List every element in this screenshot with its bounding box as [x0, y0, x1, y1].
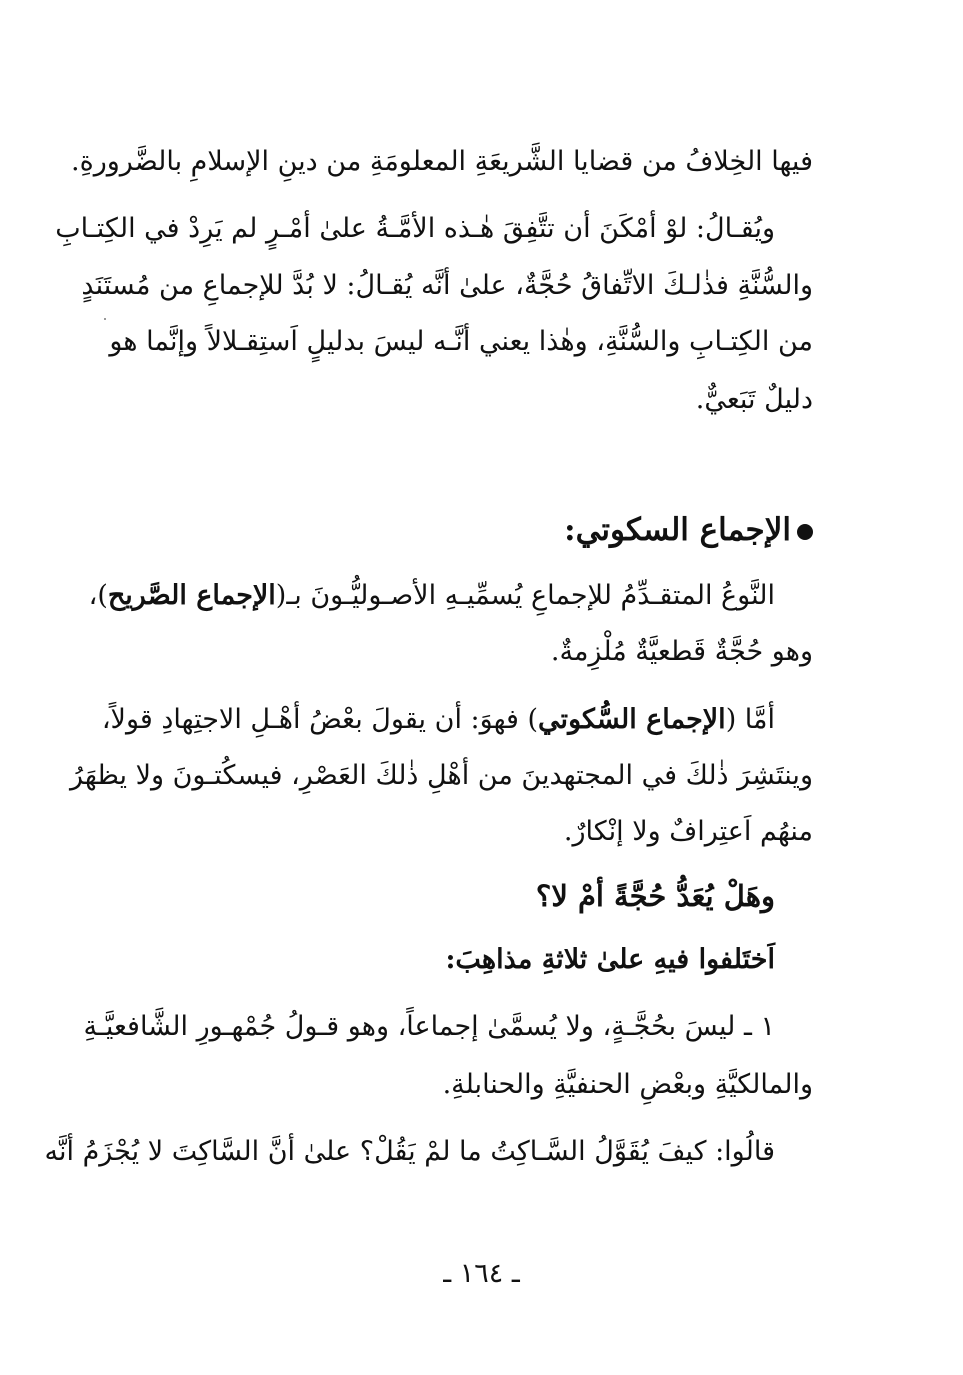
margin-mark: [104, 318, 106, 320]
paragraph2-line2: والسُّنَّةِ فذٰلـكَ الاتِّفاقُ حُجَّةٌ، علىٰ أنَّه يُقـالُ: لا بُدَّ للإجماعِ من مُستَنَدٍ: [81, 270, 813, 301]
paragraph3-line1-term: الإجماع الصَّريح: [107, 580, 276, 611]
paragraph3-line1-end: )،: [88, 580, 108, 611]
opinion1-line2: والمالكيَّةِ وبعْضِ الحنفيَّةِ والحنابلةِ.: [442, 1069, 813, 1100]
paragraph1-line1: فيها الخِلافُ من قضايا الشَّريعَةِ المعلومَةِ من دينِ الإسلامِ بالضَّرورةِ.: [71, 146, 813, 177]
section-heading-text: الإجماع السكوتي:: [564, 512, 791, 548]
paragraph2-line3: من الكِتـابِ والسُّنَّةِ، وهٰذا يعني أنَّـه ليسَ بدليلٍ اَستِقـلالاً وإنَّما هو: [109, 326, 813, 357]
paragraph4-line1: [101, 696, 775, 744]
paragraph3-line1: [88, 572, 775, 620]
bullet-icon: [797, 524, 813, 540]
paragraph2-line1: ويُقـالُ: لوْ أمْكَنَ أن تتَّفِقَ هٰـذه الأمَّـةُ علىٰ أمْـرٍ لم يَرِدْ في الكِتـابِ: [55, 213, 775, 244]
question-heading: وهَلْ يُعَدُّ حُجَّةً أمْ لا؟: [535, 879, 775, 913]
paragraph3-line2: وهو حُجَّةٌ قَطعيَّةٌ مُلْزِمةٌ.: [550, 636, 813, 667]
paragraph4-line2: وينتَشِرَ ذٰلكَ في المجتهدينَ من أهْلِ ذٰلكَ العَصْرِ، فيسكُتـونَ ولا يظهَرُ: [70, 760, 813, 791]
page-number: ـ ١٦٤ ـ: [443, 1258, 520, 1289]
paragraph3-line1-text: النَّوعُ المتقـدِّمُ للإجماعِ يُسمِّيـهِ الأصـوليُّـونَ بـ(: [275, 580, 775, 611]
section-heading: [564, 500, 813, 560]
paragraph2-line4: دليلٌ تَبَعيٌّ.: [695, 384, 813, 415]
opinion1-line1: ١ ـ ليسَ بحُجَّـةٍ، ولا يُسمَّىٰ إجماعاً، وهو قـولُ جُمْهـورِ الشَّافعيَّـةِ: [83, 1011, 775, 1042]
paragraph4-line1-start: أمَّا (: [725, 704, 775, 735]
paragraph4-line1-text: ) فهوَ: أن يقولَ بعْضُ أهْـلِ الاجتِهادِ قولاً،: [101, 704, 539, 735]
opinions-intro: اَختَلفوا فيهِ علىٰ ثلاثةِ مذاهِبَ:: [445, 944, 775, 975]
paragraph4-line1-term: الإجماع السُّكوتي: [538, 704, 726, 735]
paragraph5-line1: قالُوا: كيفَ يُقَوَّلُ السَّـاكِتُ ما لمْ يَقُلْ؟ علىٰ أنَّ السَّاكِتَ لا يُجْزَمُ أنَّه: [44, 1136, 775, 1167]
paragraph4-line3: منهُم اَعتِرافٌ ولا إنْكارٌ.: [563, 816, 813, 847]
